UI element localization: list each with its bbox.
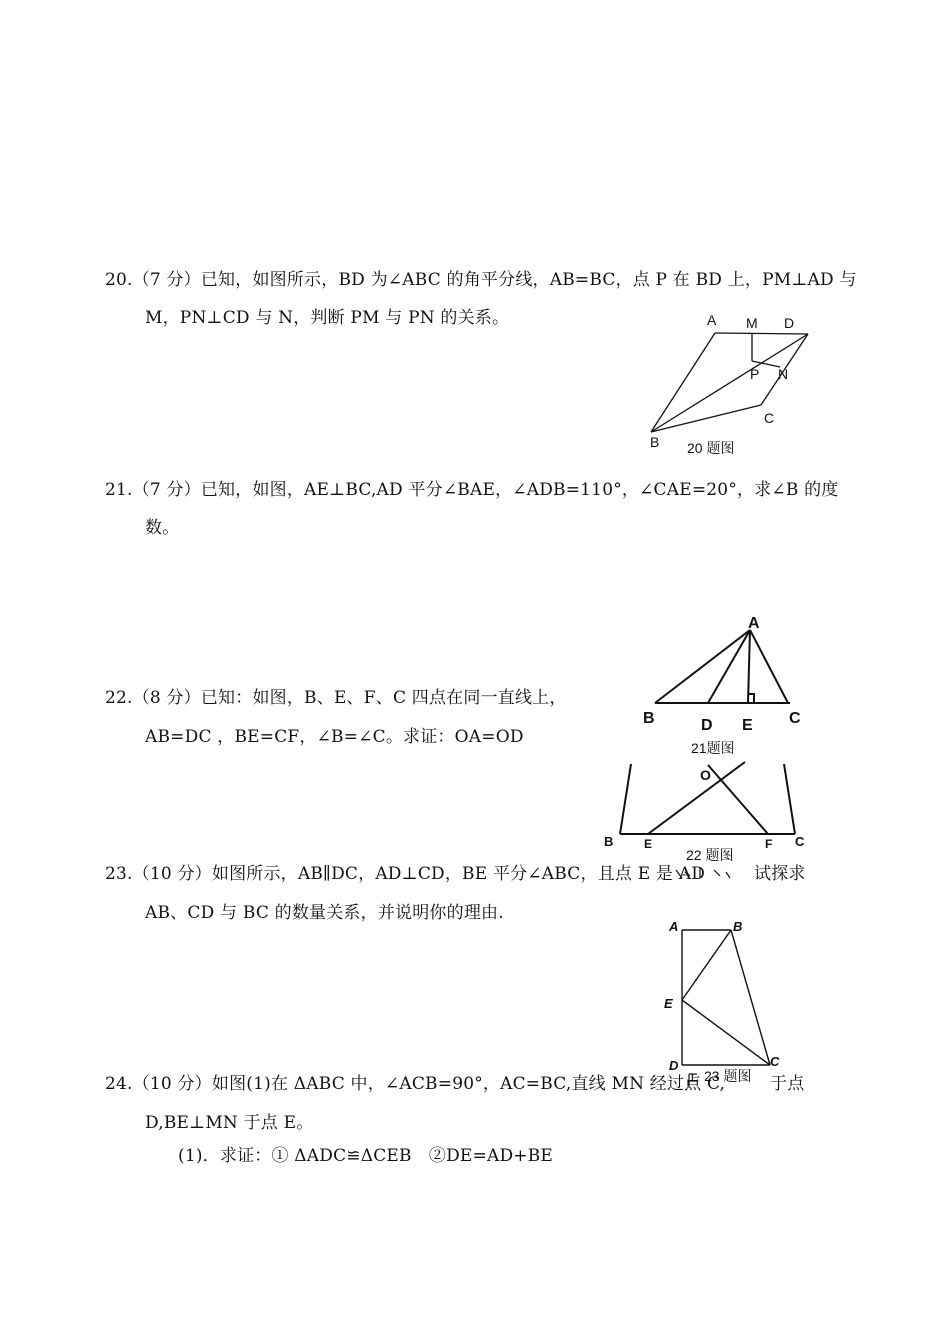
fig23-label-d: D: [669, 1058, 679, 1073]
fig20-label-d: D: [784, 315, 795, 331]
fig23-label-c: C: [770, 1054, 780, 1069]
problem-22-line-1: 22.（8 分）已知：如图，B、E、F、C 四点在同一直线上，: [105, 688, 567, 708]
problem-23-line-1: 23.（10 分）如图所示，AB∥DC，AD⊥CD，BE 平分∠ABC，且点 E 是 AD: [105, 864, 706, 884]
figure-23: [660, 915, 790, 1087]
fig21-label-b: B: [643, 710, 655, 727]
problem-20-line-2: M，PN⊥CD 与 N，判断 PM 与 PN 的关系。: [145, 308, 510, 328]
fig22-label-e: E: [644, 837, 653, 851]
fig20-caption: 20 题图: [687, 440, 735, 456]
problem-24-subquestion-1: (1)．求证：① ΔADC≌ΔCEB ②DE=AD+BE: [178, 1146, 554, 1166]
fig21-label-e: E: [742, 717, 753, 734]
fig20-label-n: N: [778, 366, 789, 382]
fig22-label-o: O: [700, 767, 711, 783]
fig20-label-b: B: [650, 434, 660, 450]
problem-21-line-1: 21.（7 分）已知，如图，AE⊥BC,AD 平分∠BAE，∠ADB=110°，∠CAE=20°，求∠B 的度: [105, 480, 839, 500]
problem-24-line-1: 24.（10 分）如图(1)在 ΔABC 中，∠ACB=90°，AC=BC,直线 MN 经过点 C,: [105, 1074, 726, 1094]
problem-23-line-2: AB、CD 与 BC 的数量关系，并说明你的理由.: [145, 903, 504, 923]
problem-22-line-2: AB=DC ，BE=CF，∠B=∠C。求证：OA=OD: [145, 727, 524, 747]
fig23-label-b: B: [733, 919, 743, 934]
fig22-label-c: C: [795, 834, 805, 849]
fig23-caption: 23 题图: [704, 1068, 752, 1084]
fig21-label-c: C: [789, 710, 801, 727]
fig23-label-a: A: [669, 919, 679, 934]
figure-22: [598, 762, 810, 870]
fig20-label-m: M: [746, 315, 758, 331]
figure-21: [638, 610, 818, 760]
fig20-label-a: A: [707, 312, 717, 328]
fig21-label-d: D: [701, 717, 713, 734]
problem-23-line-1-end: 试探求: [754, 864, 806, 884]
figure-20: [640, 305, 820, 460]
fig22-caption: 22 题图: [686, 847, 734, 863]
problem-24-line-1-end: 于点: [770, 1074, 805, 1094]
fig21-label-a: A: [748, 615, 760, 632]
problem-24-line-2: D,BE⊥MN 于点 E。: [145, 1113, 314, 1133]
fig22-label-b: B: [604, 834, 614, 849]
fig21-caption: 21题图: [691, 740, 735, 756]
fig20-label-p: P: [750, 366, 760, 382]
fig23-label-e: E: [664, 996, 673, 1011]
fig22-label-f: F: [765, 837, 773, 851]
occluded-text-fragment: [670, 862, 750, 882]
fig20-label-c: C: [764, 410, 775, 426]
problem-20-line-1: 20.（7 分）已知，如图所示，BD 为∠ABC 的角平分线，AB=BC，点 P 在 BD 上，PM⊥AD 与: [105, 270, 857, 290]
occluded-text-fragment-2: [685, 1071, 705, 1091]
problem-21-line-2: 数。: [145, 518, 180, 538]
